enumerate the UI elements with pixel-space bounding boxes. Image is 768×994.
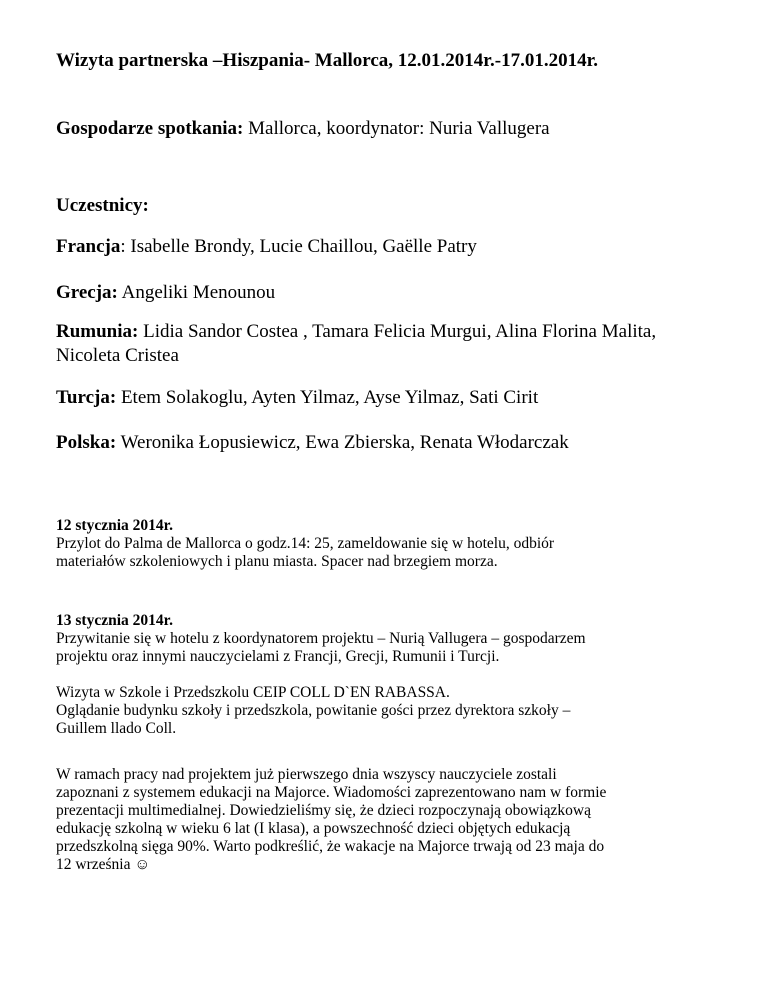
country-label: Francja — [56, 236, 121, 257]
day-date: 13 stycznia 2014r. — [56, 612, 173, 629]
document-title: Wizyta partnerska –Hiszpania- Mallorca, 12.01.2014r.-17.01.2014r. — [56, 50, 599, 71]
day-text-line: projektu oraz innymi nauczycielami z Francji, Grecji, Rumunii i Turcji. — [56, 648, 500, 665]
paragraph-line: Oglądanie budynku szkoły i przedszkola, powitanie gości przez dyrektora szkoły – — [56, 702, 571, 719]
participant-greece — [56, 282, 275, 304]
hosts-label: Gospodarze spotkania: — [56, 118, 244, 139]
country-label: Grecja: — [56, 282, 118, 303]
paragraph-line: prezentacji multimedialnej. Dowiedzieliśmy się, że dzieci rozpoczynają obowiązkową — [56, 802, 591, 819]
paragraph-line: 12 września ☺ — [56, 856, 151, 873]
day-13-january — [56, 612, 736, 666]
paragraph-line: W ramach pracy nad projektem już pierwszego dnia wszyscy nauczyciele zostali — [56, 766, 557, 783]
visit-paragraph — [56, 684, 736, 738]
participant-names: Angeliki Menounou — [117, 282, 276, 303]
paragraph-line: edukację szkolną w wieku 6 lat (I klasa), a powszechność dzieci objętych edukacją — [56, 820, 571, 837]
paragraph-line: Wizyta w Szkole i Przedszkolu CEIP COLL D`EN RABASSA. — [56, 684, 450, 701]
participants-heading: Uczestnicy: — [56, 195, 149, 216]
hosts-text: Mallorca, koordynator: Nuria Vallugera — [243, 118, 550, 139]
participant-romania — [56, 321, 656, 343]
day-text-line: Przywitanie się w hotelu z koordynatorem projektu – Nurią Vallugera – gospodarzem — [56, 630, 586, 647]
participant-poland — [56, 432, 569, 454]
participant-names: Nicoleta Cristea — [56, 345, 179, 366]
day-text-line: Przylot do Palma de Mallorca o godz.14: 25, zameldowanie się w hotelu, odbiór — [56, 535, 555, 552]
participant-names: Etem Solakoglu, Ayten Yilmaz, Ayse Yilmaz, Sati Cirit — [116, 387, 539, 408]
participant-romania-line2 — [56, 345, 179, 367]
project-paragraph — [56, 766, 736, 874]
paragraph-line: zapoznani z systemem edukacji na Majorce. Wiadomości zaprezentowano nam w formie — [56, 784, 607, 801]
day-date: 12 stycznia 2014r. — [56, 517, 173, 534]
day-12-january — [56, 517, 736, 571]
paragraph-line: przedszkolną sięga 90%. Warto podkreślić, że wakacje na Majorce trwają od 23 maja do — [56, 838, 605, 855]
day-text-line: materiałów szkoleniowych i planu miasta. Spacer nad brzegiem morza. — [56, 553, 498, 570]
participant-names: Weronika Łopusiewicz, Ewa Zbierska, Renata Włodarczak — [116, 432, 569, 453]
paragraph-line: Guillem llado Coll. — [56, 720, 177, 737]
participant-names: Lidia Sandor Costea , Tamara Felicia Murgui, Alina Florina Malita, — [138, 321, 657, 342]
country-label: Turcja: — [56, 387, 117, 408]
participant-turkey — [56, 387, 538, 409]
participant-names: Isabelle Brondy, Lucie Chaillou, Gaëlle Patry — [125, 236, 477, 257]
participant-france: Francja: Isabelle Brondy, Lucie Chaillou, Gaëlle Patry — [56, 236, 477, 257]
country-label: Polska: — [56, 432, 117, 453]
hosts-line — [56, 118, 550, 140]
country-label: Rumunia: — [56, 321, 139, 342]
